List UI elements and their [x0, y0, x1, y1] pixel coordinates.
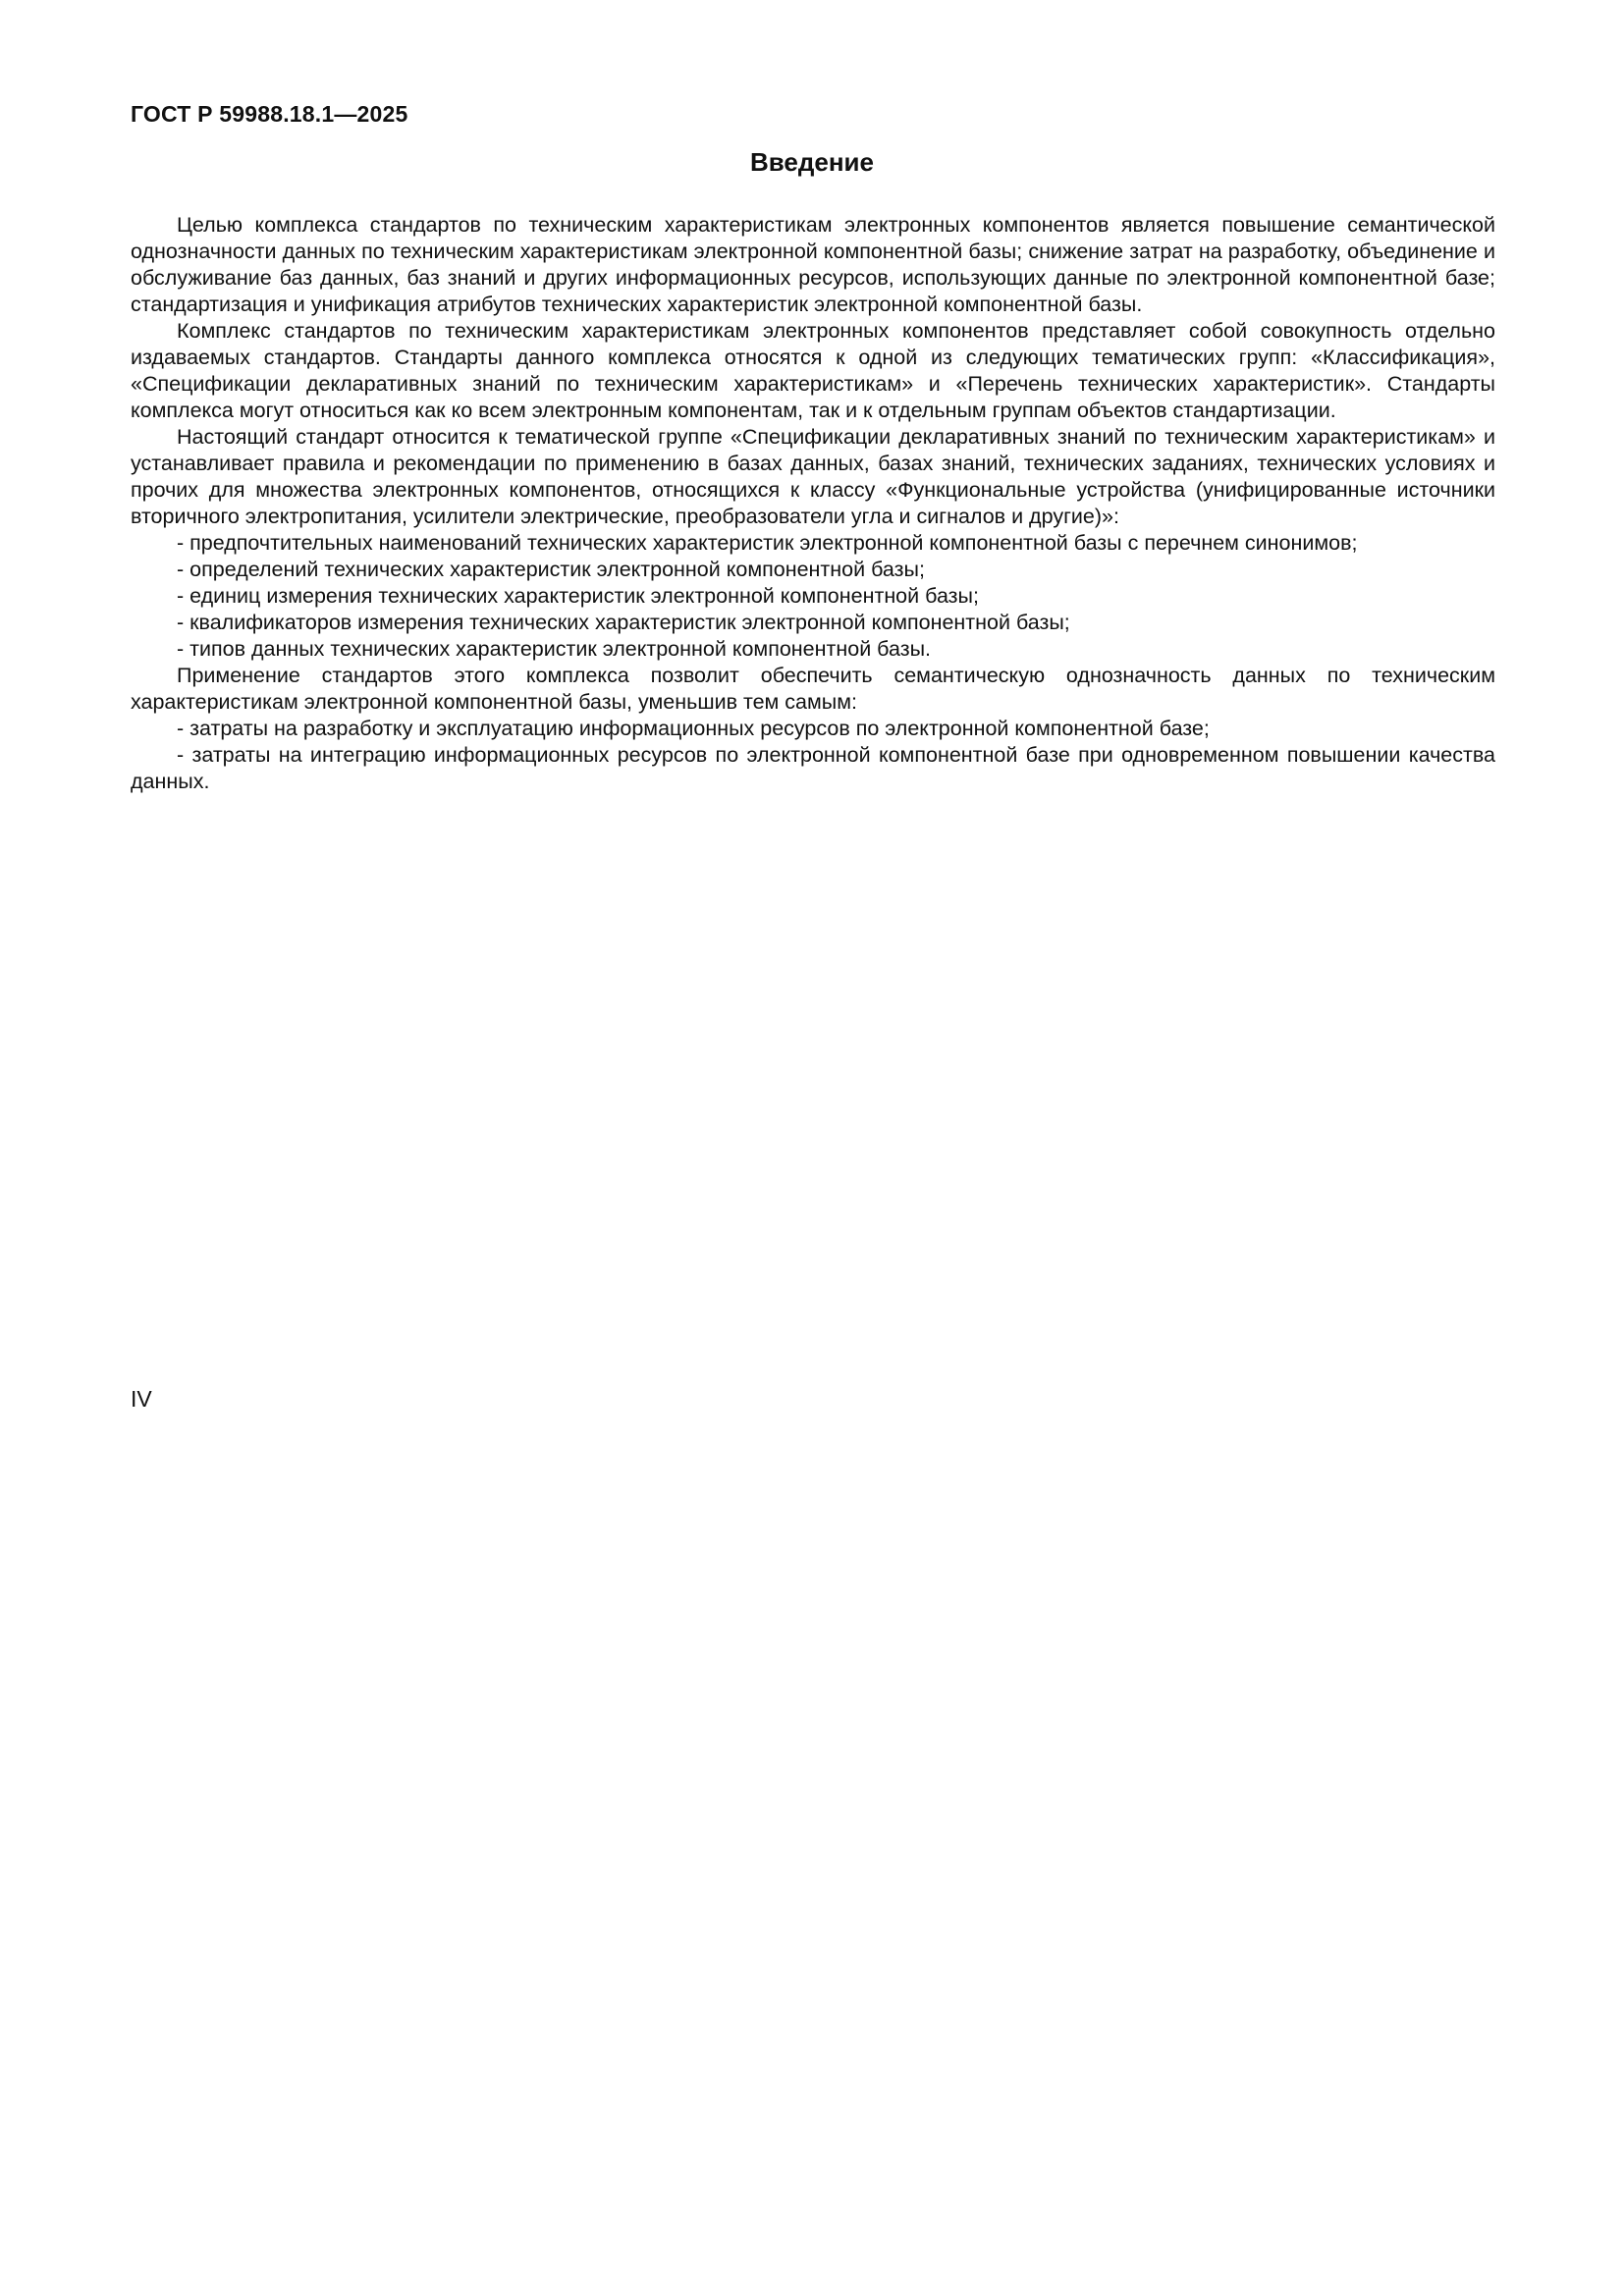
page-number: IV	[131, 1386, 152, 1412]
list-item-units: - единиц измерения технических характеристик электронной компонентной базы;	[177, 584, 979, 608]
paragraph-application-benefits: Применение стандартов этого комплекса позволит обеспечить семантическую однозначность данных по техническим характеристикам электронной компонентной базы, уменьшив тем самым:	[131, 664, 1495, 714]
paragraph-intro-goal: Целью комплекса стандартов по техническим характеристикам электронных компонентов является повышение семантической однозначности данных по техническим характеристикам электронной компонентной базы; снижение затрат на разработку, объединение и обслуживание баз данных, баз знаний и других информационных ресурсов, использующих данные по электронной компонентной базе; стандартизация и унификация атрибутов технических характеристик электронной компонентной базы.	[131, 213, 1495, 316]
list-item-preferred-names: - предпочтительных наименований технических характеристик электронной компонентной базы с перечнем синонимов;	[177, 531, 1358, 555]
list-item-development-costs: - затраты на разработку и эксплуатацию информационных ресурсов по электронной компонентной базе;	[177, 717, 1210, 740]
list-item-qualifiers: - квалификаторов измерения технических характеристик электронной компонентной базы;	[177, 611, 1070, 634]
list-item-definitions: - определений технических характеристик электронной компонентной базы;	[177, 558, 925, 581]
list-item-data-types: - типов данных технических характеристик электронной компонентной базы.	[177, 637, 931, 661]
document-body	[131, 212, 1495, 795]
document-code: ГОСТ Р 59988.18.1—2025	[131, 101, 408, 127]
list-item-integration-costs: - затраты на интеграцию информационных ресурсов по электронной компонентной базе при одновременном повышении качества данных.	[131, 743, 1495, 793]
paragraph-standard-scope: Настоящий стандарт относится к тематической группе «Спецификации декларативных знаний по техническим характеристикам» и устанавливает правила и рекомендации по применению в базах данных, базах знаний, технических заданиях, технических условиях и прочих для множества электронных компонентов, относящихся к классу «Функциональные устройства (унифицированные источники вторичного электропитания, усилители электрические, преобразователи угла и сигналов и другие)»:	[131, 425, 1495, 528]
page-title: Введение	[750, 147, 874, 177]
paragraph-complex-description: Комплекс стандартов по техническим характеристикам электронных компонентов представляет собой совокупность отдельно издаваемых стандартов. Стандарты данного комплекса относятся к одной из следующих тематических групп: «Классификация», «Спецификации декларативных знаний по техническим характеристикам» и «Перечень технических характеристик». Стандарты комплекса могут относиться как ко всем электронным компонентам, так и к отдельным группам объектов стандартизации.	[131, 319, 1495, 422]
